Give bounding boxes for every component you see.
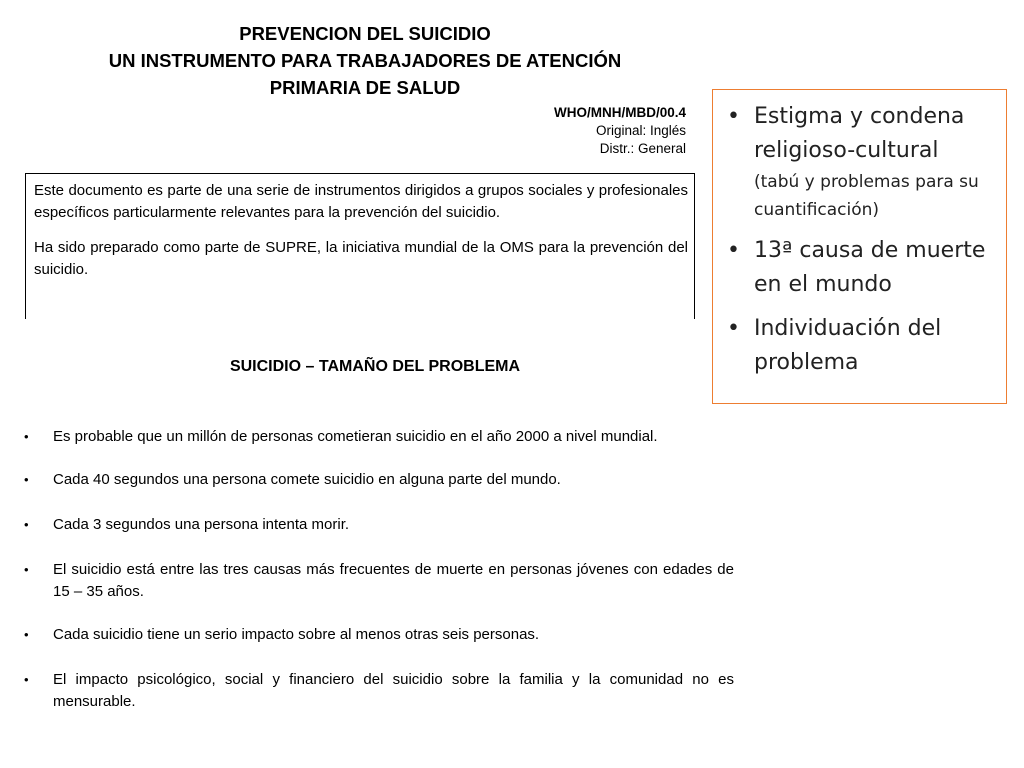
summary-item	[727, 312, 996, 380]
fact-item	[20, 669, 734, 713]
original-language: Original: Inglés	[595, 123, 686, 138]
summary-note: (tabú y problemas para su cuantificación)	[754, 172, 979, 220]
fact-text: Cada suicidio tiene un serio impacto sobre al menos otras seis personas.	[53, 626, 540, 643]
fact-text: El impacto psicológico, social y financiero del suicidio sobre la familia y la comunidad no es mensurable.	[53, 671, 734, 710]
title-line-3: PRIMARIA DE SALUD	[269, 77, 461, 98]
summary-main: Individuación del problema	[754, 316, 942, 375]
summary-item	[727, 100, 996, 224]
intro-paragraph-1: Este documento es parte de una serie de instrumentos dirigidos a grupos sociales y profesionales específicos particularmente relevantes para la prevención del suicidio.	[34, 182, 688, 221]
fact-item	[20, 624, 734, 646]
fact-item	[20, 514, 734, 536]
bullet-icon: •	[24, 672, 29, 687]
bullet-icon: •	[727, 104, 740, 129]
document-code: WHO/MNH/MBD/00.4	[553, 105, 686, 120]
bullet-icon: •	[727, 238, 740, 263]
summary-main: 13ª causa de muerte en el mundo	[754, 238, 986, 297]
bullet-icon: •	[24, 429, 29, 444]
bullet-icon: •	[24, 517, 29, 532]
intro-paragraph-2: Ha sido preparado como parte de SUPRE, la iniciativa mundial de la OMS para la prevención del suicidio.	[34, 239, 688, 278]
bullet-icon: •	[24, 472, 29, 487]
bullet-icon: •	[24, 562, 29, 577]
title-line-1: PREVENCION DEL SUICIDIO	[239, 23, 491, 44]
fact-text: Cada 40 segundos una persona comete suicidio en alguna parte del mundo.	[53, 471, 561, 488]
section-title: SUICIDIO – TAMAÑO DEL PROBLEMA	[229, 358, 521, 375]
summary-item	[727, 234, 996, 302]
bullet-icon: •	[24, 627, 29, 642]
document-title	[40, 20, 690, 101]
fact-item	[20, 469, 734, 491]
fact-text: Cada 3 segundos una persona intenta morir.	[53, 516, 350, 533]
distribution: Distr.: General	[599, 141, 686, 156]
fact-text: El suicidio está entre las tres causas más frecuentes de muerte en personas jóvenes con edades de 15 – 35 años.	[53, 561, 734, 600]
fact-text: Es probable que un millón de personas cometieran suicidio en el año 2000 a nivel mundial.	[53, 428, 658, 445]
bullet-icon: •	[727, 316, 740, 341]
title-line-2: UN INSTRUMENTO PARA TRABAJADORES DE ATENCIÓN	[108, 50, 622, 71]
intro-box	[25, 173, 695, 319]
fact-item	[20, 559, 734, 603]
facts-list	[20, 426, 734, 734]
summary-list	[727, 100, 996, 380]
summary-box	[712, 89, 1007, 404]
document-meta	[554, 104, 686, 158]
fact-item	[20, 426, 734, 448]
summary-main: Estigma y condena religioso-cultural	[754, 104, 965, 163]
